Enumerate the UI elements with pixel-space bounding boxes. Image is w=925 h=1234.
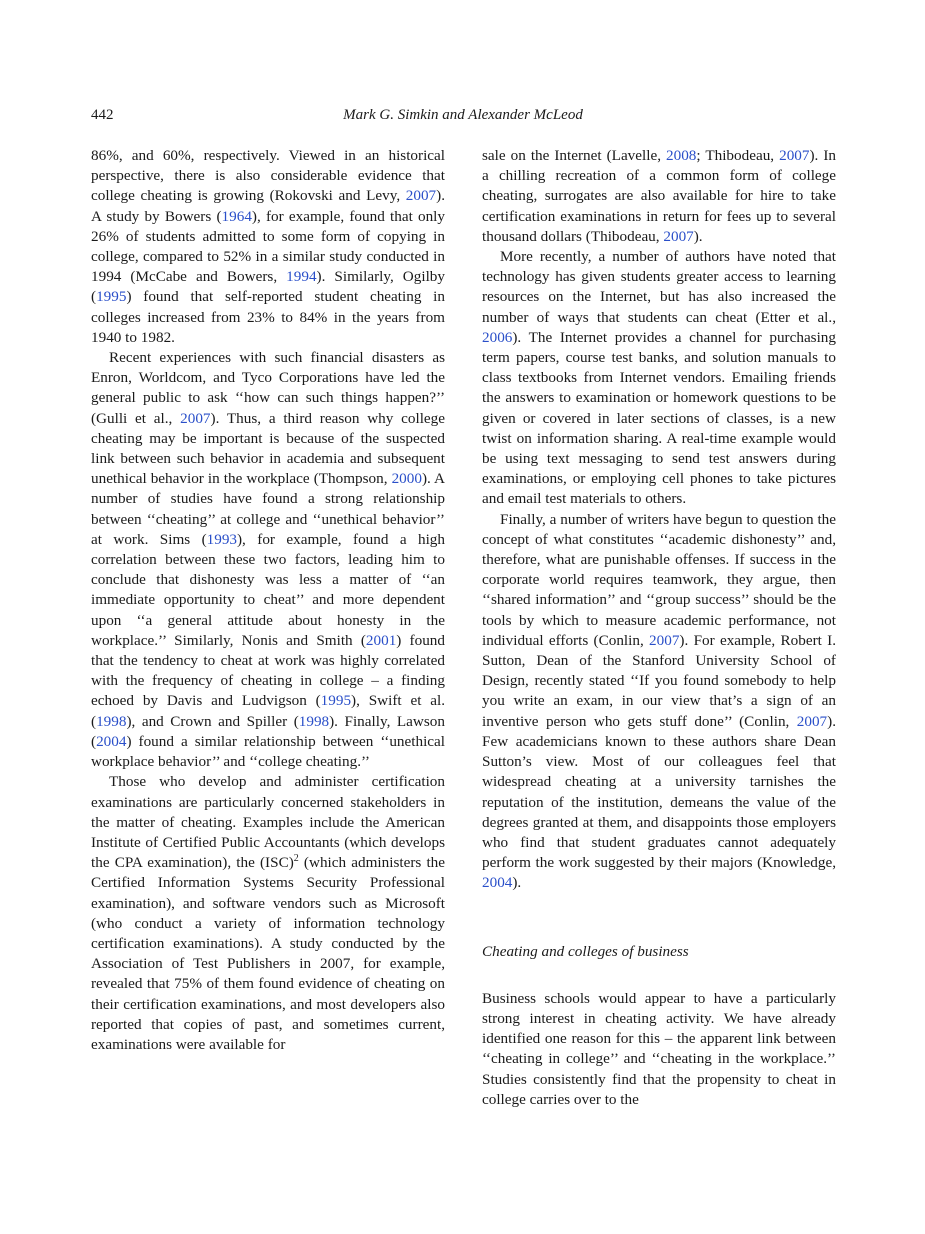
citation-link[interactable]: 2008 bbox=[666, 147, 697, 164]
page-number: 442 bbox=[91, 107, 114, 123]
citation-link[interactable]: 1995 bbox=[96, 288, 127, 306]
citation-link[interactable]: 1998 bbox=[96, 712, 127, 730]
citation-link[interactable]: 2007 bbox=[779, 147, 810, 164]
citation-link[interactable]: 2007 bbox=[796, 712, 828, 730]
left-column bbox=[91, 146, 445, 1055]
paragraph: sale on the Internet (Lavelle, 2008; Thibodeau, 2007). In a chilling recreation of a common form of college cheating, surrogates are also available for hire to take certification examinations in return for fees up to several thousand dollars (Thibodeau, 2007). bbox=[482, 147, 836, 245]
right-column bbox=[482, 146, 836, 1110]
paragraph: Recent experiences with such financial disasters as Enron, Worldcom, and Tyco Corporations have led the general public to ask ‘‘how can such things happen?’’ (Gulli et al., 2007). Thus, a third reason why college cheating may be important is because of the suspected link between such behavior in academia and subsequent unethical behavior in the workplace (Thompson, 2000). A number of studies have found a strong relationship between ‘‘cheating’’ at college and ‘‘unethical behavior’’ at work. Sims (1993), for example, found a high correlation between these two factors, leading him to conclude that dishonesty was less a matter of ‘‘an immediate opportunity to cheat’’ and more dependent upon ‘‘a general attitude about honesty in the workplace.’’ Similarly, Nonis and Smith (2001) found that the tendency to cheat at work was highly correlated with the frequency of cheating in college – a finding echoed by Davis and Ludvigson (1995), Swift et al. (1998), and Crown and Spiller (1998). Finally, Lawson (2004) found a similar relationship between ‘‘unethical workplace behavior’’ and ‘‘college cheating.’’ bbox=[91, 349, 446, 771]
paragraph: Finally, a number of writers have begun to question the concept of what constitutes ‘‘academic dishonesty’’ and, therefore, what are punishable offenses. If success in the corporate world requires teamwork, they argue, then ‘‘shared information’’ and ‘‘group success’’ should be the tools by which to measure academic performance, not individual efforts (Conlin, 2007). For example, Robert I. Sutton, Dean of the Stanford University School of Design, recently stated ‘‘If you found somebody to help you write an exam, in our view that’s a sign of an inventive person who gets stuff done’’ (Conlin, 2007). Few academicians known to these authors share Dean Sutton’s view. Most of our colleagues feel that widespread cheating at a university tarnishes the reputation of the institution, demeans the value of the degrees granted at them, and disappoints those employers who find that student graduates cannot adequately perform the work suggested by their majors (Knowledge, 2004). bbox=[482, 510, 836, 892]
citation-link[interactable]: 2001 bbox=[365, 631, 397, 649]
citation-link[interactable]: 1994 bbox=[286, 268, 317, 286]
citation-link[interactable]: 2004 bbox=[482, 874, 513, 892]
section-heading: Cheating and colleges of business bbox=[482, 942, 689, 960]
paragraph: Those who develop and administer certification examinations are particularly concerned stakeholders in the matter of cheating. Examples include the American Institute of Certified Public Accountants (which develops the CPA examination), the (ISC)$^2$ (which administers the Certified Information Systems Security Professional examination), and software vendors such as Microsoft (who conduct a variety of information technology certification examinations). A study conducted by the Association of Test Publishers in 2007, for example, revealed that 75% of them found evidence of cheating on their certification examinations, and most developers also reported that copies of past, and sometimes current, examinations were available for bbox=[91, 773, 446, 1053]
superscript: 2 bbox=[293, 853, 299, 865]
paragraph: More recently, a number of authors have noted that technology has given students greater access to learning resources on the Internet, but has also increased the number of ways that students can cheat (Etter et al., 2006). The Internet provides a channel for purchasing term papers, course test banks, and solution manuals to class textbooks from Internet vendors. Emailing friends the answers to examination or homework questions to be given or covered in later sections of classes, is a new twist on information sharing. A real-time example would be using text messaging to send test answers during examinations, or employing cell phones to take pictures and email test materials to others. bbox=[482, 248, 836, 508]
citation-link[interactable]: 2007 bbox=[405, 187, 437, 205]
paragraph: Business schools would appear to have a particularly strong interest in cheating activity. We have already identified one reason for this – the apparent link between ‘‘cheating in college’’ and ‘‘cheating in the workplace.’’ Studies consistently find that the propensity to cheat in college carries over to the bbox=[482, 989, 836, 1108]
citation-link[interactable]: 2006 bbox=[482, 328, 513, 346]
running-head: Mark G. Simkin and Alexander McLeod bbox=[343, 107, 583, 123]
citation-link[interactable]: 1993 bbox=[206, 530, 237, 548]
citation-link[interactable]: 1964 bbox=[221, 207, 252, 225]
paragraph: 86%, and 60%, respectively. Viewed in an historical perspective, there is also considerable evidence that college cheating is growing (Rokovski and Levy, 2007). A study by Bowers (1964), for example, found that only 26% of students admitted to some form of copying in college, compared to 52% in a similar study conducted in 1994 (McCabe and Bowers, 1994). Similarly, Ogilby (1995) found that self-reported student cheating in colleges increased from 23% to 84% in the years from 1940 to 1982. bbox=[91, 147, 446, 346]
citation-link[interactable]: 2007 bbox=[663, 227, 694, 245]
citation-link[interactable]: 2007 bbox=[180, 409, 211, 427]
citation-link[interactable]: 1995 bbox=[320, 692, 352, 710]
citation-link[interactable]: 2007 bbox=[649, 631, 680, 649]
citation-link[interactable]: 2000 bbox=[391, 470, 422, 488]
page-header bbox=[91, 104, 835, 126]
citation-link[interactable]: 1998 bbox=[298, 712, 330, 730]
citation-link[interactable]: 2004 bbox=[96, 732, 127, 750]
